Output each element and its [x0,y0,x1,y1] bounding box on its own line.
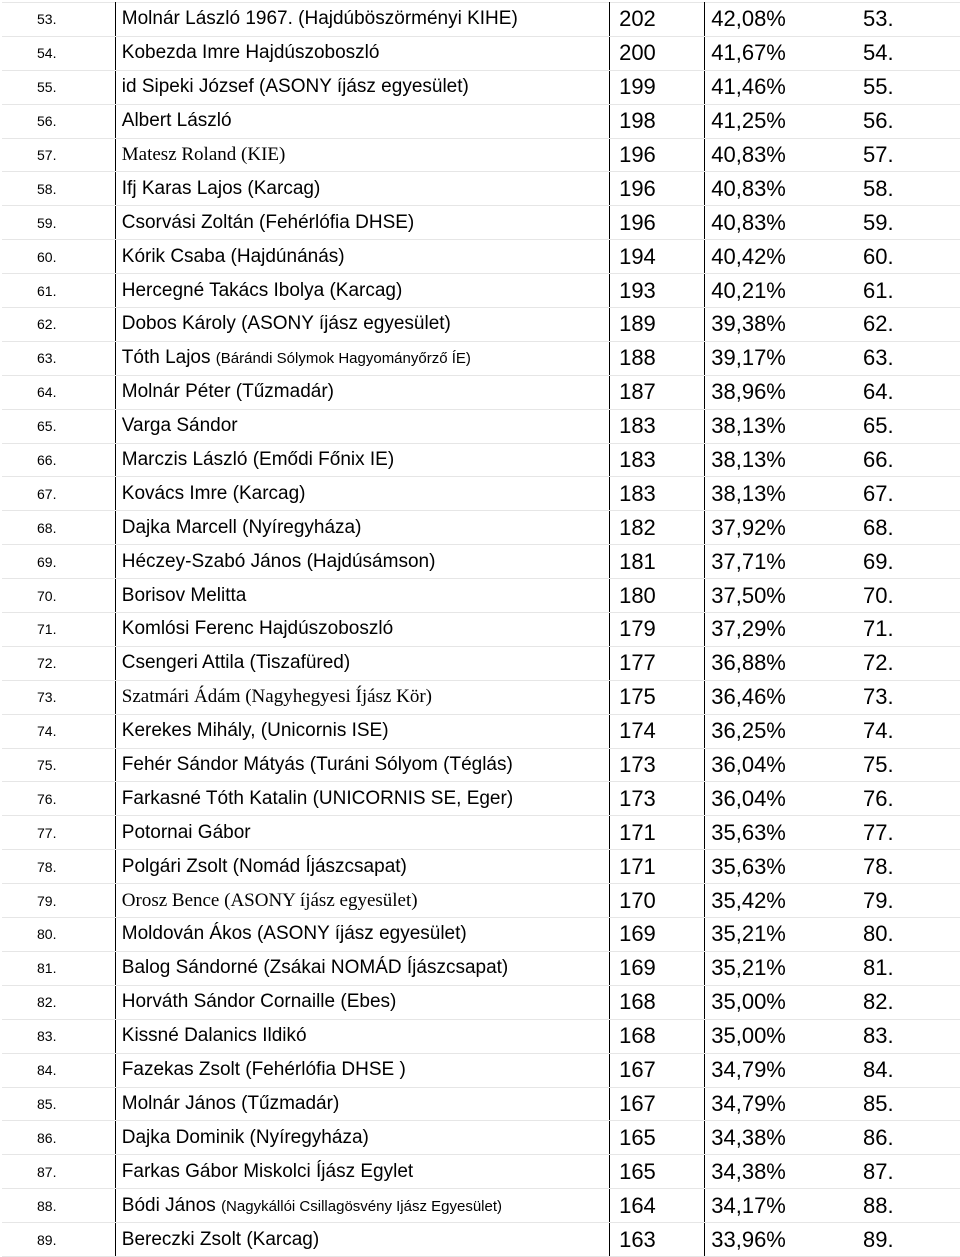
rank-cell: 86. [2,1121,115,1155]
place-cell: 59. [827,206,960,240]
table-row [2,1053,960,1087]
name-text: Csengeri Attila (Tiszafüred) [121,652,351,674]
name-cell [115,172,609,206]
table-row [2,951,960,985]
place-cell: 83. [827,1019,960,1053]
place-cell: 82. [827,985,960,1019]
name-cell [115,104,609,138]
place-cell: 87. [827,1155,960,1189]
name-text: Matesz Roland (KIE) [121,144,286,165]
percent-cell: 38,13% [705,477,827,511]
place-cell: 77. [827,816,960,850]
place-cell: 55. [827,70,960,104]
table-row [2,613,960,647]
rank-cell: 76. [2,782,115,816]
name-cell [115,850,609,884]
table-row [2,579,960,613]
score-cell: 183 [610,443,705,477]
table-row [2,1087,960,1121]
name-text: Orosz Bence (ASONY íjász egyesület) [121,889,418,911]
place-cell: 56. [827,104,960,138]
table-row [2,172,960,206]
score-cell: 168 [610,1019,705,1053]
score-cell: 169 [610,951,705,985]
percent-cell: 40,83% [705,172,827,206]
rank-cell: 60. [2,240,115,274]
place-cell: 54. [827,36,960,70]
rank-cell: 67. [2,477,115,511]
name-cell [115,1189,609,1223]
place-cell: 81. [827,951,960,985]
percent-cell: 40,83% [705,206,827,240]
rank-cell: 78. [2,850,115,884]
rank-cell: 88. [2,1189,115,1223]
percent-cell: 41,46% [705,70,827,104]
table-row [2,1155,960,1189]
score-cell: 174 [610,714,705,748]
percent-cell: 35,00% [705,1019,827,1053]
score-cell: 196 [610,138,705,172]
name-cell [115,579,609,613]
score-cell: 182 [610,511,705,545]
score-cell: 163 [610,1223,705,1257]
place-cell: 78. [827,850,960,884]
name-text: Dajka Marcell (Nyíregyháza) [121,516,362,538]
rank-cell: 75. [2,748,115,782]
table-row [2,1223,960,1257]
rank-cell: 63. [2,341,115,375]
name-text: Varga Sándor [121,415,238,437]
percent-cell: 35,42% [705,884,827,918]
table-row [2,375,960,409]
score-cell: 181 [610,545,705,579]
name-text: Borisov Melitta [121,584,247,606]
table-row [2,409,960,443]
rank-cell: 53. [2,3,115,37]
place-cell: 66. [827,443,960,477]
percent-cell: 35,63% [705,850,827,884]
name-cell [115,409,609,443]
percent-cell: 34,79% [705,1087,827,1121]
percent-cell: 34,17% [705,1189,827,1223]
score-cell: 198 [610,104,705,138]
name-text: id Sipeki József (ASONY íjász egyesület) [121,76,469,98]
name-cell [115,341,609,375]
rank-cell: 74. [2,714,115,748]
name-text: Potornai Gábor [121,821,251,843]
rank-cell: 71. [2,613,115,647]
name-cell [115,646,609,680]
rank-cell: 54. [2,36,115,70]
rank-cell: 89. [2,1223,115,1257]
name-text: Dobos Károly (ASONY íjász egyesület) [121,313,451,335]
name-text: Kerekes Mihály, (Unicornis ISE) [121,720,389,742]
score-cell: 202 [610,3,705,37]
name-text: Héczey-Szabó János (Hajdúsámson) [121,550,436,572]
name-cell [115,3,609,37]
name-cell [115,206,609,240]
table-row [2,884,960,918]
place-cell: 58. [827,172,960,206]
rank-cell: 77. [2,816,115,850]
rank-cell: 72. [2,646,115,680]
percent-cell: 36,04% [705,748,827,782]
name-text: Dajka Dominik (Nyíregyháza) [121,1126,369,1148]
name-cell [115,1155,609,1189]
score-cell: 170 [610,884,705,918]
rank-cell: 83. [2,1019,115,1053]
place-cell: 74. [827,714,960,748]
table-row [2,477,960,511]
name-cell [115,951,609,985]
place-cell: 89. [827,1223,960,1257]
place-cell: 67. [827,477,960,511]
score-cell: 200 [610,36,705,70]
percent-cell: 38,13% [705,443,827,477]
percent-cell: 36,04% [705,782,827,816]
score-cell: 189 [610,308,705,342]
percent-cell: 36,25% [705,714,827,748]
name-text: Komlósi Ferenc Hajdúszoboszló [121,618,394,640]
name-text: Fehér Sándor Mátyás (Turáni Sólyom (Téglás) [121,754,513,776]
score-cell: 165 [610,1121,705,1155]
score-cell: 196 [610,172,705,206]
table-row [2,1019,960,1053]
name-text: Albert László [121,110,232,132]
rank-cell: 70. [2,579,115,613]
place-cell: 69. [827,545,960,579]
percent-cell: 42,08% [705,3,827,37]
rank-cell: 84. [2,1053,115,1087]
name-text: Molnár László 1967. (Hajdúböszörményi KIHE) [121,8,518,30]
score-cell: 169 [610,918,705,952]
table-row [2,1121,960,1155]
percent-cell: 37,50% [705,579,827,613]
table-row [2,680,960,714]
table-row [2,70,960,104]
place-cell: 61. [827,274,960,308]
place-cell: 63. [827,341,960,375]
score-cell: 177 [610,646,705,680]
percent-cell: 37,92% [705,511,827,545]
score-cell: 187 [610,375,705,409]
table-row [2,36,960,70]
name-text: Molnár János (Tűzmadár) [121,1092,340,1114]
name-text: Horváth Sándor Cornaille (Ebes) [121,991,397,1013]
name-cell [115,1053,609,1087]
percent-cell: 40,83% [705,138,827,172]
name-cell [115,375,609,409]
score-cell: 183 [610,477,705,511]
score-cell: 173 [610,748,705,782]
rank-cell: 59. [2,206,115,240]
percent-cell: 35,00% [705,985,827,1019]
name-text: Kovács Imre (Karcag) [121,482,306,504]
name-text: Farkasné Tóth Katalin (UNICORNIS SE, Eger) [121,787,514,809]
name-cell [115,138,609,172]
name-text: Ifj Karas Lajos (Karcag) [121,177,321,199]
score-cell: 168 [610,985,705,1019]
name-cell [115,443,609,477]
place-cell: 80. [827,918,960,952]
table-row [2,104,960,138]
results-body [2,3,960,1257]
table-row [2,511,960,545]
name-text: Hercegné Takács Ibolya (Karcag) [121,279,403,301]
rank-cell: 55. [2,70,115,104]
name-text: Moldován Ákos (ASONY íjász egyesület) [121,923,467,945]
table-row [2,646,960,680]
table-row [2,308,960,342]
percent-cell: 35,21% [705,951,827,985]
percent-cell: 40,21% [705,274,827,308]
percent-cell: 38,13% [705,409,827,443]
name-cell [115,884,609,918]
table-row [2,714,960,748]
table-row [2,1189,960,1223]
table-row [2,138,960,172]
place-cell: 53. [827,3,960,37]
rank-cell: 61. [2,274,115,308]
rank-cell: 66. [2,443,115,477]
name-text: Tóth Lajos [121,347,211,369]
name-cell [115,816,609,850]
place-cell: 85. [827,1087,960,1121]
name-cell [115,613,609,647]
table-row [2,748,960,782]
rank-cell: 62. [2,308,115,342]
score-cell: 164 [610,1189,705,1223]
percent-cell: 34,38% [705,1155,827,1189]
place-cell: 84. [827,1053,960,1087]
name-cell [115,274,609,308]
rank-cell: 69. [2,545,115,579]
percent-cell: 35,63% [705,816,827,850]
place-cell: 64. [827,375,960,409]
score-cell: 193 [610,274,705,308]
score-cell: 171 [610,850,705,884]
table-row [2,782,960,816]
score-cell: 175 [610,680,705,714]
name-cell [115,477,609,511]
table-row [2,3,960,37]
place-cell: 72. [827,646,960,680]
name-text: Fazekas Zsolt (Fehérlófia DHSE ) [121,1059,406,1081]
score-cell: 173 [610,782,705,816]
place-cell: 79. [827,884,960,918]
percent-cell: 34,79% [705,1053,827,1087]
name-cell [115,748,609,782]
score-cell: 194 [610,240,705,274]
percent-cell: 33,96% [705,1223,827,1257]
name-cell [115,240,609,274]
name-text: Bódi János [121,1194,216,1216]
rank-cell: 57. [2,138,115,172]
percent-cell: 40,42% [705,240,827,274]
place-cell: 73. [827,680,960,714]
score-cell: 188 [610,341,705,375]
place-cell: 88. [827,1189,960,1223]
name-text: Balog Sándorné (Zsákai NOMÁD Íjászcsapat) [121,957,509,979]
percent-cell: 34,38% [705,1121,827,1155]
percent-cell: 41,67% [705,36,827,70]
name-text: Bereczki Zsolt (Karcag) [121,1228,320,1250]
rank-cell: 79. [2,884,115,918]
table-row [2,985,960,1019]
rank-cell: 65. [2,409,115,443]
rank-cell: 73. [2,680,115,714]
name-cell [115,70,609,104]
percent-cell: 39,38% [705,308,827,342]
rank-cell: 58. [2,172,115,206]
score-cell: 167 [610,1087,705,1121]
rank-cell: 82. [2,985,115,1019]
place-cell: 86. [827,1121,960,1155]
percent-cell: 36,46% [705,680,827,714]
table-row [2,443,960,477]
name-cell [115,545,609,579]
score-cell: 179 [610,613,705,647]
name-cell [115,1223,609,1257]
name-cell [115,1019,609,1053]
place-cell: 60. [827,240,960,274]
place-cell: 76. [827,782,960,816]
name-cell [115,985,609,1019]
rank-cell: 64. [2,375,115,409]
name-cell [115,1087,609,1121]
name-text: Csorvási Zoltán (Fehérlófia DHSE) [121,211,415,233]
rank-cell: 56. [2,104,115,138]
rank-cell: 68. [2,511,115,545]
table-row [2,206,960,240]
percent-cell: 35,21% [705,918,827,952]
table-row [2,545,960,579]
score-cell: 180 [610,579,705,613]
name-cell [115,511,609,545]
name-text: Kobezda Imre Hajdúszoboszló [121,42,380,64]
name-text: Kórik Csaba (Hajdúnánás) [121,245,345,267]
table-row [2,918,960,952]
place-cell: 65. [827,409,960,443]
place-cell: 75. [827,748,960,782]
name-cell [115,680,609,714]
name-text: Kissné Dalanics Ildikó [121,1025,307,1047]
percent-cell: 37,71% [705,545,827,579]
name-cell [115,782,609,816]
table-row [2,274,960,308]
score-cell: 196 [610,206,705,240]
score-cell: 167 [610,1053,705,1087]
table-row [2,816,960,850]
score-cell: 199 [610,70,705,104]
place-cell: 62. [827,308,960,342]
name-text: Marczis László (Emődi Főnix IE) [121,449,395,471]
club-text: (Bárándi Sólymok Hagyományőrző ÍE) [215,350,471,368]
table-row [2,341,960,375]
results-table [2,2,960,1257]
table-row [2,240,960,274]
name-cell [115,1121,609,1155]
name-text: Farkas Gábor Miskolci Íjász Egylet [121,1160,414,1182]
place-cell: 68. [827,511,960,545]
rank-cell: 85. [2,1087,115,1121]
percent-cell: 37,29% [705,613,827,647]
percent-cell: 41,25% [705,104,827,138]
place-cell: 71. [827,613,960,647]
table-row [2,850,960,884]
place-cell: 57. [827,138,960,172]
percent-cell: 36,88% [705,646,827,680]
name-text: Polgári Zsolt (Nomád Íjászcsapat) [121,855,407,877]
rank-cell: 80. [2,918,115,952]
rank-cell: 81. [2,951,115,985]
name-text: Molnár Péter (Tűzmadár) [121,381,334,403]
place-cell: 70. [827,579,960,613]
name-text: Szatmári Ádám (Nagyhegyesi Íjász Kör) [121,686,432,708]
rank-cell: 87. [2,1155,115,1189]
name-cell [115,308,609,342]
percent-cell: 39,17% [705,341,827,375]
name-cell [115,714,609,748]
percent-cell: 38,96% [705,375,827,409]
score-cell: 183 [610,409,705,443]
name-cell [115,918,609,952]
club-text: (Nagykállói Csillagösvény Ijász Egyesület) [221,1197,503,1215]
score-cell: 165 [610,1155,705,1189]
score-cell: 171 [610,816,705,850]
name-cell [115,36,609,70]
